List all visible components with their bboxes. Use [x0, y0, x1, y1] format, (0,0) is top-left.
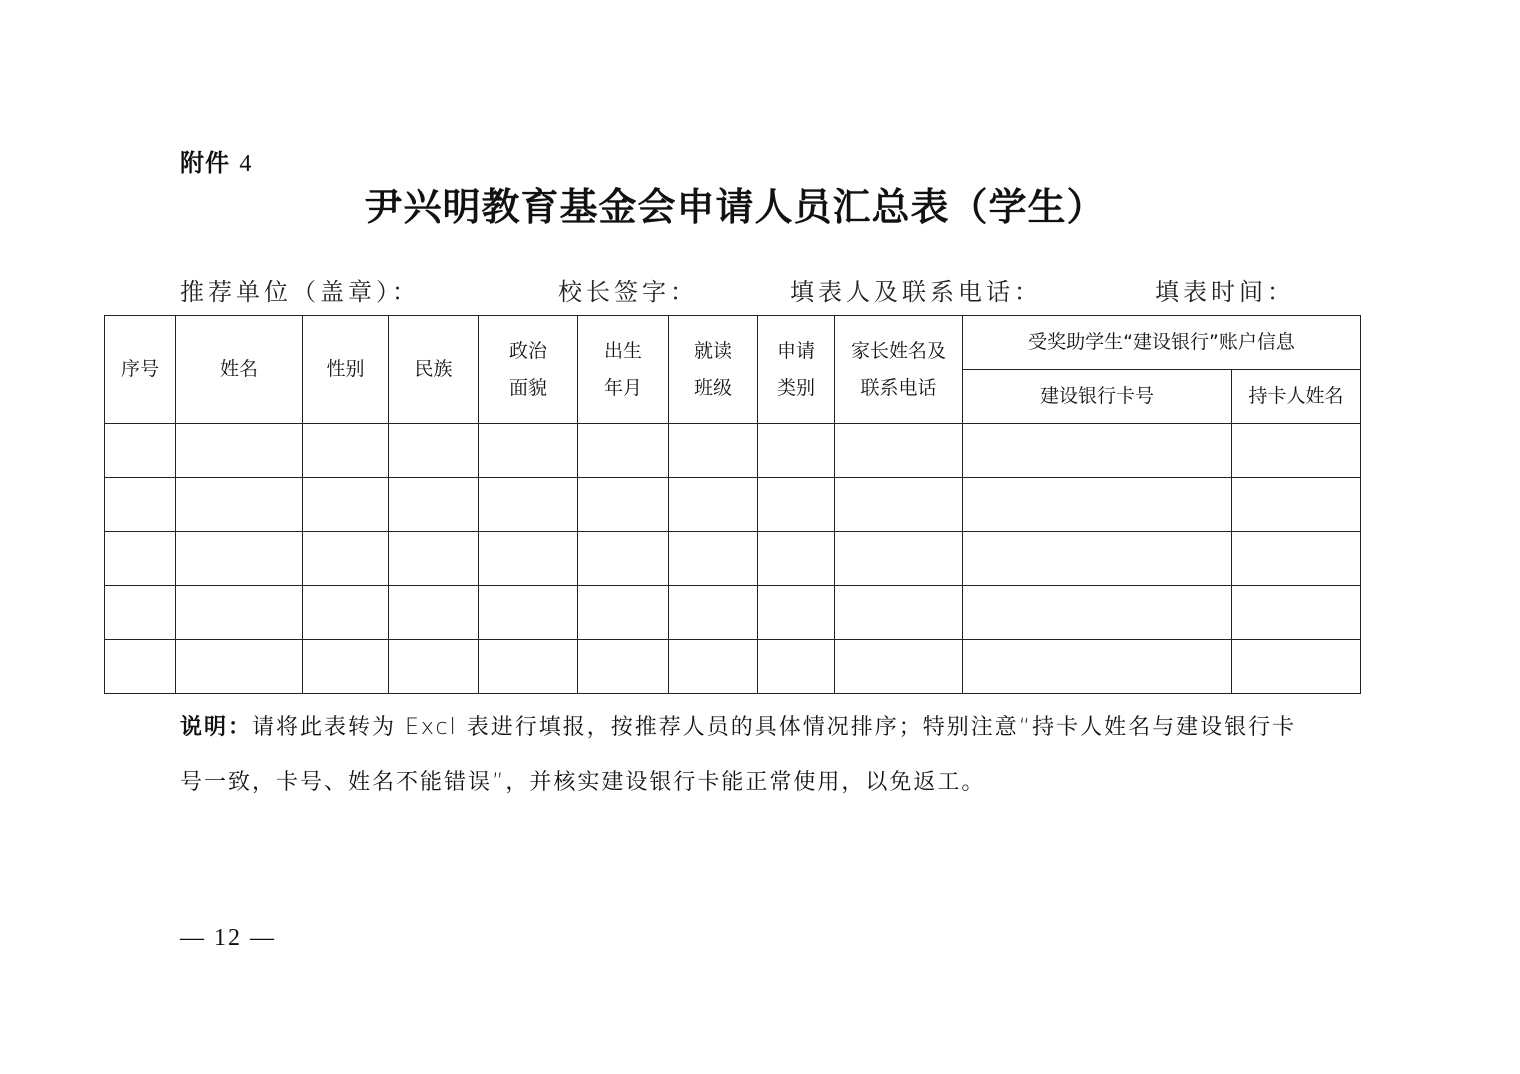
header-class-line1: 就读 — [693, 339, 732, 362]
header-card-holder: 持卡人姓名 — [1232, 370, 1361, 424]
header-birth — [578, 316, 669, 424]
header-class-line2: 班级 — [693, 376, 732, 399]
table-cell[interactable] — [176, 586, 303, 640]
header-category-line1: 申请 — [776, 339, 815, 362]
table-cell[interactable] — [963, 424, 1232, 478]
table-cell[interactable] — [389, 586, 479, 640]
table-cell[interactable] — [105, 532, 176, 586]
header-parent-line1: 家长姓名及 — [850, 339, 946, 362]
table-cell[interactable] — [1232, 424, 1361, 478]
table-cell[interactable] — [758, 532, 835, 586]
document-title: 尹兴明教育基金会申请人员汇总表（学生） — [364, 184, 1106, 229]
table-cell[interactable] — [758, 586, 835, 640]
table-cell[interactable] — [669, 424, 758, 478]
table-cell[interactable] — [758, 640, 835, 694]
table-cell[interactable] — [479, 478, 578, 532]
header-political-line2: 面貌 — [508, 376, 547, 399]
note-label: 说明： — [180, 715, 253, 740]
header-birth-line1: 出生 — [603, 339, 642, 362]
header-index: 序号 — [105, 316, 176, 424]
table-cell[interactable] — [479, 586, 578, 640]
table-cell[interactable] — [835, 424, 963, 478]
table-cell[interactable] — [389, 532, 479, 586]
header-category-line2: 类别 — [776, 376, 815, 399]
info-principal: 校长签字： — [558, 278, 698, 306]
table-cell[interactable] — [578, 640, 669, 694]
table-cell[interactable] — [176, 424, 303, 478]
table-cell[interactable] — [303, 586, 389, 640]
info-date: 填表时间： — [1155, 278, 1295, 306]
table-cell[interactable] — [1232, 478, 1361, 532]
table-row — [105, 478, 1361, 532]
table-cell[interactable] — [669, 586, 758, 640]
table-cell[interactable] — [105, 586, 176, 640]
header-parent — [835, 316, 963, 424]
table-cell[interactable] — [578, 586, 669, 640]
table-cell[interactable] — [389, 640, 479, 694]
table-cell[interactable] — [835, 640, 963, 694]
table-cell[interactable] — [758, 478, 835, 532]
table-cell[interactable] — [578, 478, 669, 532]
note — [180, 700, 1320, 810]
table-cell[interactable] — [479, 532, 578, 586]
table-cell[interactable] — [479, 424, 578, 478]
header-name: 姓名 — [176, 316, 303, 424]
table-header-row — [105, 316, 1361, 370]
info-unit: 推荐单位（盖章）： — [180, 278, 420, 306]
table-cell[interactable] — [758, 424, 835, 478]
header-political — [479, 316, 578, 424]
table-cell[interactable] — [105, 640, 176, 694]
table-cell[interactable] — [1232, 532, 1361, 586]
table-cell[interactable] — [669, 478, 758, 532]
table-body — [105, 424, 1361, 694]
header-account-group: 受奖助学生“建设银行”账户信息 — [963, 316, 1361, 370]
table-row — [105, 424, 1361, 478]
note-text: 请将此表转为 Excl 表进行填报，按推荐人员的具体情况排序；特别注意“持卡人姓名与建设银行卡号一致，卡号、姓名不能错误”，并核实建设银行卡能正常使用，以免返工。 — [180, 715, 1297, 795]
header-ethnicity: 民族 — [389, 316, 479, 424]
table-cell[interactable] — [963, 640, 1232, 694]
table-row — [105, 532, 1361, 586]
table-row — [105, 586, 1361, 640]
page-number: — 12 — — [180, 925, 276, 951]
table-cell[interactable] — [963, 586, 1232, 640]
table-cell[interactable] — [1232, 586, 1361, 640]
header-gender: 性别 — [303, 316, 389, 424]
table-cell[interactable] — [835, 478, 963, 532]
header-parent-line2: 联系电话 — [860, 376, 937, 399]
table-cell[interactable] — [389, 478, 479, 532]
table-cell[interactable] — [578, 424, 669, 478]
table-cell[interactable] — [105, 478, 176, 532]
table-cell[interactable] — [303, 478, 389, 532]
table-cell[interactable] — [1232, 640, 1361, 694]
table-cell[interactable] — [176, 532, 303, 586]
header-category — [758, 316, 835, 424]
info-filler: 填表人及联系电话： — [790, 278, 1042, 306]
table-cell[interactable] — [389, 424, 479, 478]
table-cell[interactable] — [835, 586, 963, 640]
header-card-number: 建设银行卡号 — [963, 370, 1232, 424]
summary-table — [104, 315, 1361, 694]
table-row — [105, 640, 1361, 694]
table-cell[interactable] — [303, 424, 389, 478]
table-cell[interactable] — [479, 640, 578, 694]
attachment-label — [180, 143, 252, 178]
table-cell[interactable] — [303, 640, 389, 694]
header-political-line1: 政治 — [508, 339, 547, 362]
table-cell[interactable] — [176, 640, 303, 694]
table-cell[interactable] — [669, 640, 758, 694]
table-cell[interactable] — [105, 424, 176, 478]
header-class — [669, 316, 758, 424]
table-cell[interactable] — [963, 532, 1232, 586]
table-cell[interactable] — [578, 532, 669, 586]
table-cell[interactable] — [669, 532, 758, 586]
table-cell[interactable] — [176, 478, 303, 532]
header-birth-line2: 年月 — [603, 376, 642, 399]
attachment-number: 4 — [239, 151, 253, 177]
attachment-label-text: 附件 — [180, 149, 230, 177]
table-cell[interactable] — [303, 532, 389, 586]
table-cell[interactable] — [963, 478, 1232, 532]
table-cell[interactable] — [835, 532, 963, 586]
